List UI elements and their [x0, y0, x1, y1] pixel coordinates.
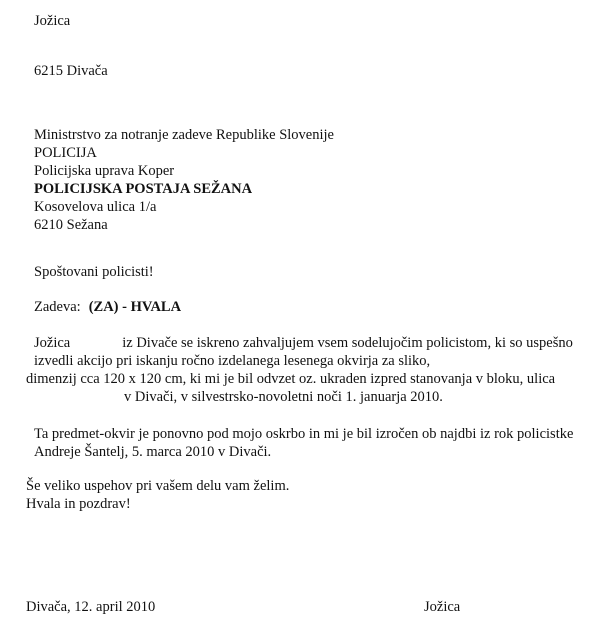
recipient-line-street: Kosovelova ulica 1/a — [34, 199, 157, 215]
recipient-line-police: POLICIJA — [34, 145, 97, 161]
paragraph1-line3: dimenzij cca 120 x 120 cm, ki mi je bil odvzet oz. ukraden izpred stanovanja v bloku, ulica — [26, 371, 556, 387]
subject-text: (ZA) - HVALA — [88, 299, 182, 315]
sender-name: Jožica — [34, 13, 71, 29]
recipient-line-ministry: Ministrstvo za notranje zadeve Republike Slovenije — [34, 127, 334, 143]
recipient-line-directorate: Policijska uprava Koper — [34, 163, 175, 179]
recipient-line-city: 6210 Sežana — [34, 217, 108, 233]
signature-name: Jožica — [424, 599, 461, 615]
sender-address: 6215 Divača — [34, 63, 108, 79]
paragraph1-text1: iz Divače se iskreno zahvaljujem vsem sodelujočim policistom, ki so uspešno — [122, 335, 573, 351]
date-place: Divača, 12. april 2010 — [26, 599, 156, 615]
paragraph1-name: Jožica — [34, 335, 71, 351]
closing-line2: Hvala in pozdrav! — [26, 496, 131, 512]
subject-label: Zadeva: — [34, 299, 81, 315]
greeting: Spoštovani policisti! — [34, 264, 154, 280]
recipient-line-station: POLICIJSKA POSTAJA SEŽANA — [34, 181, 253, 197]
paragraph2-line1: Ta predmet-okvir je ponovno pod mojo oskrbo in mi je bil izročen ob najdbi iz rok policistke — [34, 426, 574, 442]
paragraph1-line2: izvedli akcijo pri iskanju ročno izdelanega lesenega okvirja za sliko, — [34, 353, 431, 369]
paragraph1-line4: v Divači, v silvestrsko-novoletni noči 1. januarja 2010. — [124, 389, 443, 405]
paragraph2-line2: Andreje Šantelj, 5. marca 2010 v Divači. — [34, 444, 272, 460]
paragraph1-line1 — [34, 335, 573, 351]
closing-line1: Še veliko uspehov pri vašem delu vam želim. — [26, 478, 290, 494]
subject-line — [34, 299, 181, 315]
